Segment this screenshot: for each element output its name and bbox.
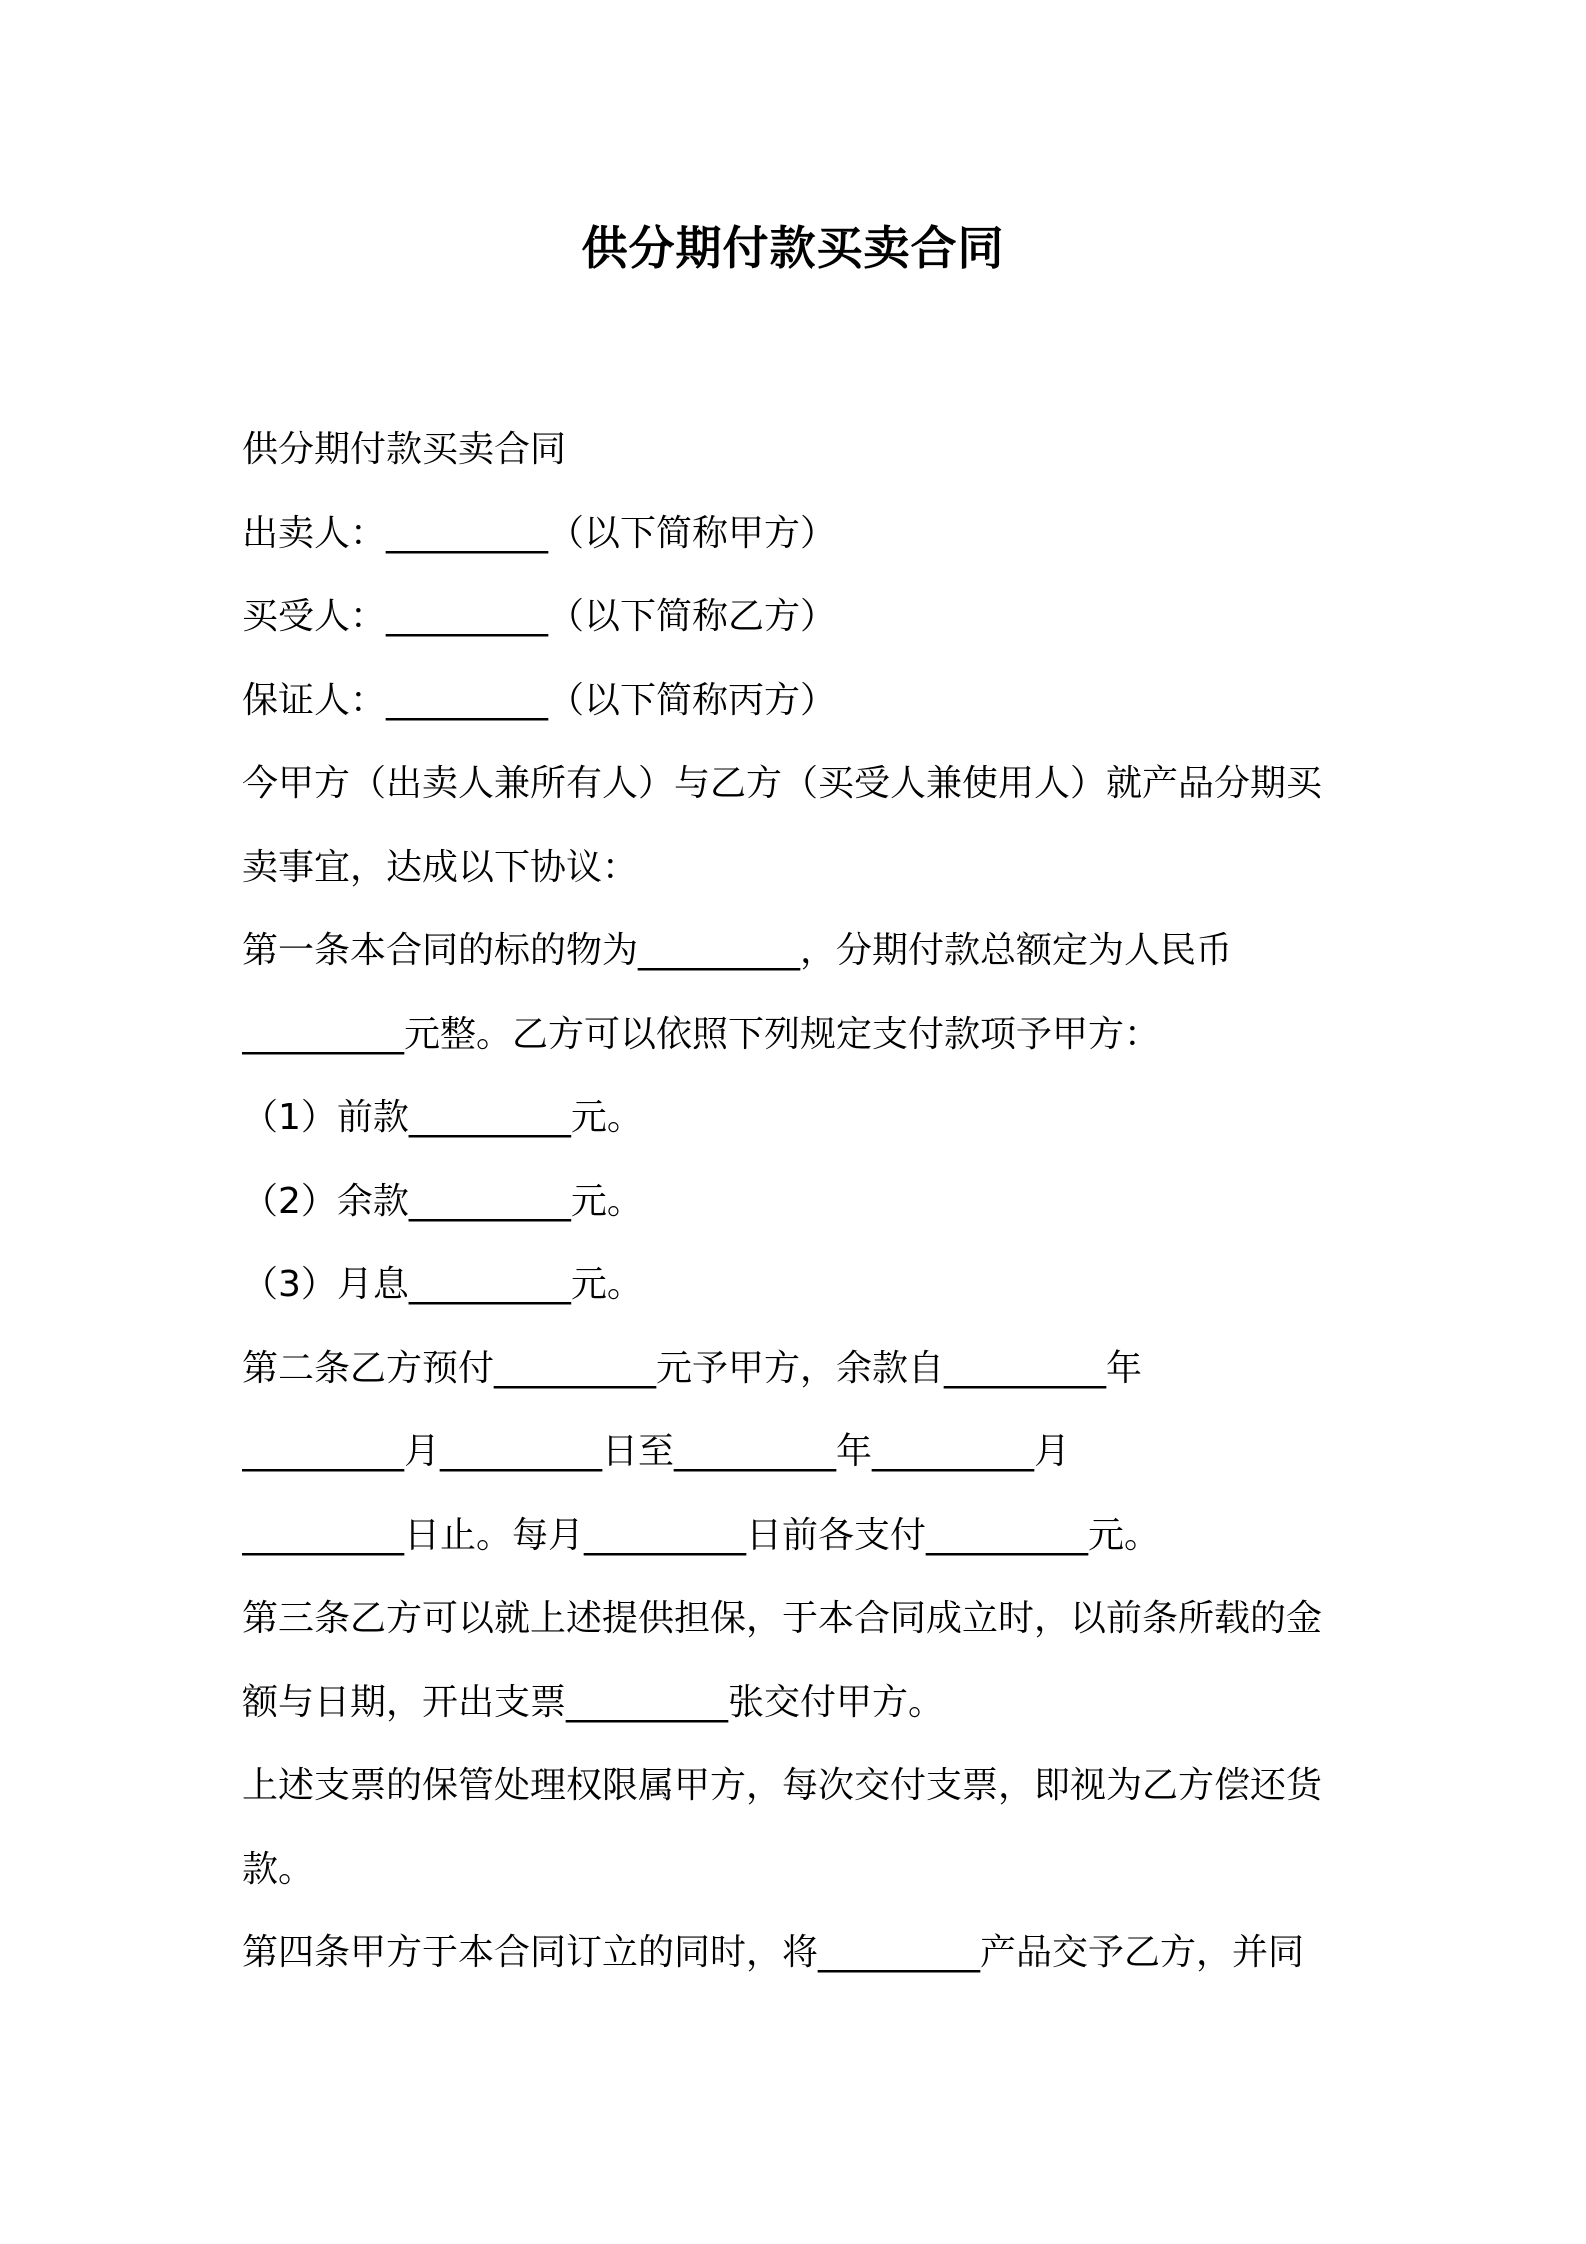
seller-line: 出卖人：_________（以下简称甲方） <box>242 512 837 554</box>
body-line: 供分期付款买卖合同 <box>242 429 567 470</box>
body-line: 今甲方（出卖人兼所有人）与乙方（买受人兼使用人）就产品分期买 <box>242 763 1323 804</box>
body-line: 款。 <box>242 1848 315 1890</box>
article-4-line: 第四条甲方于本合同订立的同时，将_________产品交予乙方，并同 <box>242 1932 1305 1973</box>
guarantor-line: 保证人：_________（以下简称丙方） <box>242 679 837 721</box>
balance-line: （2）余款_________元。 <box>242 1180 643 1222</box>
document-body <box>242 408 1362 1995</box>
buyer-line: 买受人：_________（以下简称乙方） <box>242 596 837 637</box>
down-payment-line: （1）前款_________元。 <box>242 1097 643 1138</box>
article-1-line: 第一条本合同的标的物为_________，分期付款总额定为人民币 <box>242 930 1233 971</box>
article-3-line: 第三条乙方可以就上述提供担保，于本合同成立时，以前条所载的金 <box>242 1598 1323 1639</box>
article-2-line: 第二条乙方预付_________元予甲方，余款自_________年 <box>242 1347 1143 1389</box>
body-line: _________月_________日至_________年_________月 <box>242 1431 1070 1472</box>
body-line: 上述支票的保管处理权限属甲方，每次交付支票，即视为乙方偿还货 <box>242 1765 1323 1806</box>
monthly-interest-line: （3）月息_________元。 <box>242 1264 643 1305</box>
document-title: 供分期付款买卖合同 <box>581 221 1005 275</box>
body-line: 额与日期，开出支票_________张交付甲方。 <box>242 1681 945 1723</box>
body-line: _________日止。每月_________日前各支付_________元。 <box>242 1514 1161 1556</box>
body-line: 卖事宜，达成以下协议： <box>242 846 639 888</box>
body-line: _________元整。乙方可以依照下列规定支付款项予甲方： <box>242 1013 1161 1055</box>
